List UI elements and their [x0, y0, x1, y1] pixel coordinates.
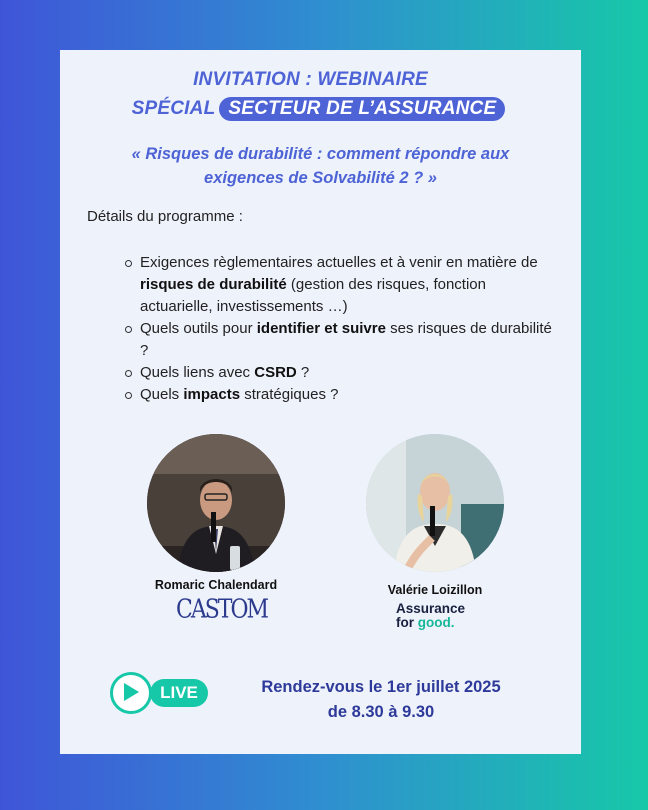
- play-triangle-icon: [124, 683, 139, 701]
- title-prefix: SPÉCIAL: [131, 98, 216, 119]
- speaker-name-romaric: Romaric Chalendard: [154, 578, 278, 592]
- title-line-1: INVITATION : WEBINAIRE: [193, 69, 428, 90]
- program-item: Quels outils pour identifier et suivre ses risques de durabilité ?: [124, 318, 554, 362]
- rendezvous-date: Rendez-vous le 1er juillet 2025: [261, 678, 501, 696]
- program-list: [124, 252, 554, 406]
- live-label: LIVE: [150, 679, 208, 707]
- sector-pill: SECTEUR DE L’ASSURANCE: [219, 97, 505, 121]
- speaker-photo-romaric: [147, 434, 285, 572]
- rendezvous-info: [236, 675, 526, 725]
- program-item: Exigences règlementaires actuelles et à venir en matière de risques de durabilité (gestion des risques, fonction actuarielle, investissements …): [124, 252, 554, 318]
- speaker-name-valerie: Valérie Loizillon: [387, 583, 483, 597]
- invitation-card: [60, 50, 581, 754]
- title-line-2: [58, 97, 579, 121]
- program-item: Quels impacts stratégiques ?: [124, 384, 554, 406]
- program-item: Quels liens avec CSRD ?: [124, 362, 554, 384]
- assurance-for-good-logo: Assurance for good.: [396, 601, 466, 630]
- rendezvous-time: de 8.30 à 9.30: [327, 703, 435, 721]
- live-badge: [110, 672, 217, 714]
- details-label: Détails du programme :: [87, 208, 243, 225]
- subtitle-line-1: « Risques de durabilité : comment répondre aux: [131, 145, 510, 163]
- subtitle-line-2: exigences de Solvabilité 2 ? »: [204, 169, 437, 187]
- castom-logo: CASTOM: [176, 594, 268, 625]
- webinar-subtitle: [80, 142, 561, 190]
- speaker-photo-valerie: [366, 434, 504, 572]
